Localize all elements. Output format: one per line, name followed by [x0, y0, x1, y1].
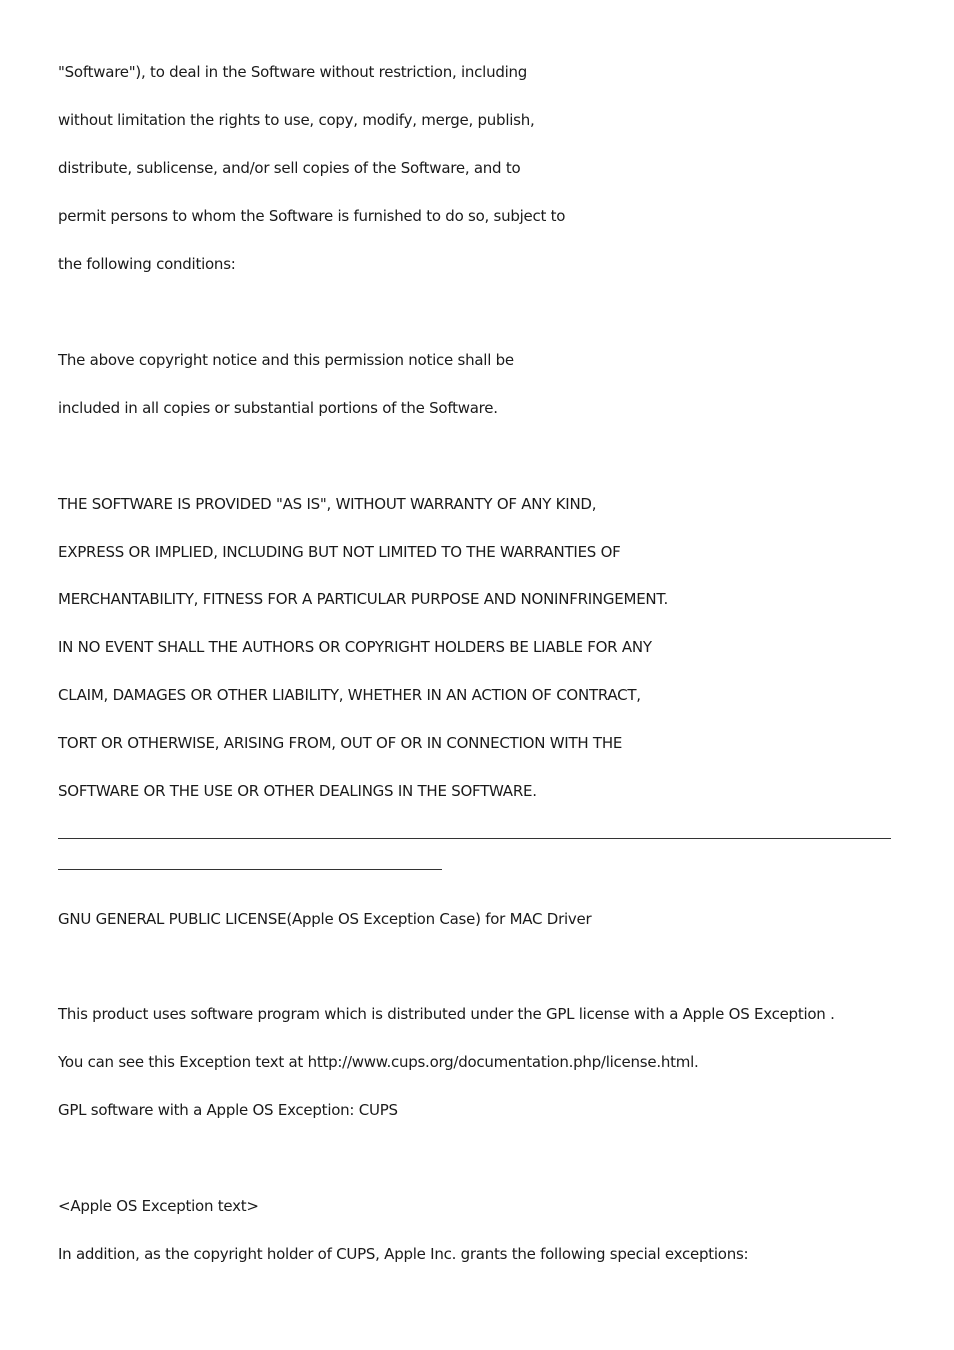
notice-line-2: included in all copies or substantial portions of the Software.	[58, 399, 498, 417]
warranty-line-4: IN NO EVENT SHALL THE AUTHORS OR COPYRIGHT HOLDERS BE LIABLE FOR ANY	[58, 638, 652, 656]
gpl-line-2: You can see this Exception text at http://www.cups.org/documentation.php/license.html.	[58, 1053, 699, 1071]
gpl-line-3: GPL software with a Apple OS Exception: CUPS	[58, 1101, 398, 1119]
warranty-line-7: SOFTWARE OR THE USE OR OTHER DEALINGS IN THE SOFTWARE.	[58, 782, 537, 800]
mit-line-5: the following conditions:	[58, 255, 236, 273]
separator-rule-long	[58, 838, 891, 839]
warranty-line-5: CLAIM, DAMAGES OR OTHER LIABILITY, WHETHER IN AN ACTION OF CONTRACT,	[58, 686, 641, 704]
mit-line-4: permit persons to whom the Software is furnished to do so, subject to	[58, 207, 566, 225]
gpl-line-1: This product uses software program which is distributed under the GPL license with a Apple OS Exception .	[58, 1005, 835, 1023]
warranty-line-2: EXPRESS OR IMPLIED, INCLUDING BUT NOT LIMITED TO THE WARRANTIES OF	[58, 543, 621, 561]
separator-rule-short	[58, 869, 442, 870]
exception-line-1: In addition, as the copyright holder of CUPS, Apple Inc. grants the following special exceptions:	[58, 1245, 749, 1263]
mit-line-3: distribute, sublicense, and/or sell copies of the Software, and to	[58, 159, 521, 177]
exception-heading: <Apple OS Exception text>	[58, 1197, 259, 1215]
warranty-line-1: THE SOFTWARE IS PROVIDED "AS IS", WITHOUT WARRANTY OF ANY KIND,	[58, 495, 597, 513]
gpl-heading: GNU GENERAL PUBLIC LICENSE(Apple OS Exception Case) for MAC Driver	[58, 910, 592, 928]
mit-line-1: "Software"), to deal in the Software without restriction, including	[58, 63, 528, 81]
warranty-line-3: MERCHANTABILITY, FITNESS FOR A PARTICULAR PURPOSE AND NONINFRINGEMENT.	[58, 590, 669, 608]
warranty-line-6: TORT OR OTHERWISE, ARISING FROM, OUT OF OR IN CONNECTION WITH THE	[58, 734, 623, 752]
notice-line-1: The above copyright notice and this permission notice shall be	[58, 351, 514, 369]
mit-line-2: without limitation the rights to use, copy, modify, merge, publish,	[58, 111, 535, 129]
